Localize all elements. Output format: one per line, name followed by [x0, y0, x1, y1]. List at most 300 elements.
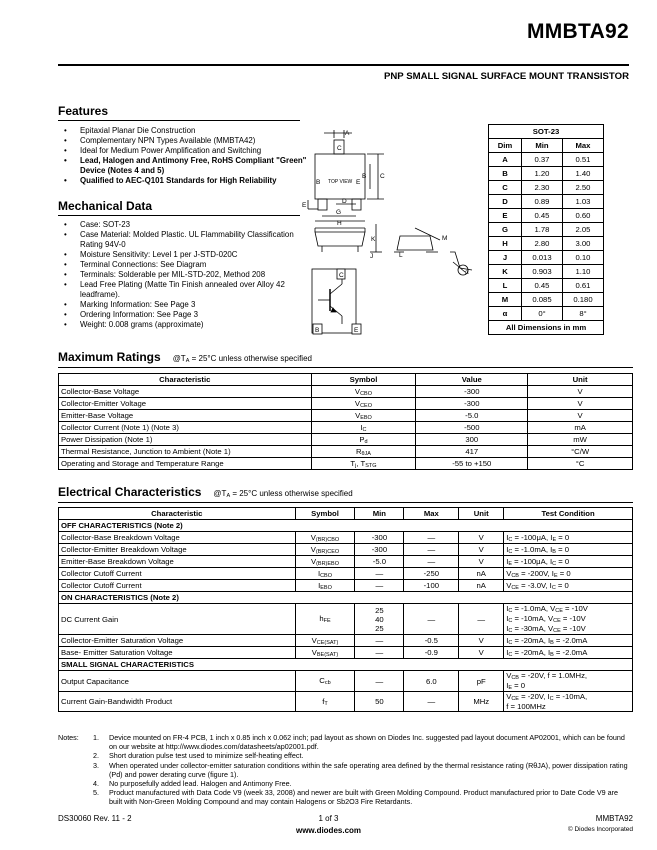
tc-sub: B: [550, 639, 554, 646]
unit-cell: nA: [459, 580, 504, 592]
package-diagram: [300, 124, 480, 339]
section-row: [59, 520, 633, 532]
characteristic-cell: DC Current Gain: [59, 604, 296, 635]
max-cell: —: [404, 532, 459, 544]
mechanical-item: • Moisture Sensitivity: Level 1 per J-STD-020C: [58, 250, 308, 260]
mechanical-item: • Ordering Information: See Page 3: [58, 310, 308, 320]
mechanical-list: [58, 220, 308, 330]
sot23-cell: 0.60: [562, 209, 603, 223]
test-condition-cell: [504, 671, 633, 692]
min-cell: 50: [355, 692, 404, 712]
sot23-header: Max: [562, 139, 603, 153]
footer-part: MMBTA92: [595, 814, 633, 823]
characteristic-cell: Collector-Emitter Voltage: [59, 398, 312, 410]
package-outline-svg: [300, 124, 480, 339]
sot23-row: [489, 237, 604, 251]
tc-sub: C: [508, 639, 513, 646]
symbol-cell-sub: (BR)EBO: [316, 560, 339, 567]
table-row: [59, 580, 633, 592]
test-condition-cell: [504, 532, 633, 544]
symbol-cell-sub: (BR)CBO: [315, 536, 340, 543]
symbol-cell: IC: [311, 422, 416, 434]
max-cell: -0.9: [404, 647, 459, 659]
sot23-cell: 2.05: [562, 223, 603, 237]
features-list: [58, 126, 308, 186]
tc-sub: C: [508, 618, 513, 624]
sot23-cell: 1.20: [522, 167, 563, 181]
section-row: [59, 659, 633, 671]
min-value: 40: [375, 614, 384, 624]
dim-h-label: H: [337, 220, 342, 227]
characteristic-cell: Power Dissipation (Note 1): [59, 434, 312, 446]
sot23-row: [489, 195, 604, 209]
sot23-cell: 1.10: [562, 265, 603, 279]
top-view-label: TOP VIEW: [328, 179, 353, 185]
tc-sub: CE: [555, 608, 563, 614]
symbol-cell: V(BR)CEO: [295, 544, 355, 556]
symbol-cell: IEBO: [295, 580, 355, 592]
sot23-cell: α: [489, 307, 522, 321]
sot23-cell: 0.61: [562, 279, 603, 293]
symbol-cell-sub: (BR)CEO: [315, 548, 340, 555]
test-condition-line: IC = -10mA, VCE = -10V: [506, 614, 586, 624]
min-cell: -5.0: [355, 556, 404, 568]
table-row: [59, 410, 633, 422]
sot23-cell: 0.10: [562, 251, 603, 265]
sot23-cell: B: [489, 167, 522, 181]
max-cell: -100: [404, 580, 459, 592]
sot23-cell: A: [489, 153, 522, 167]
symbol-cell: VCEO: [311, 398, 416, 410]
sot23-row: [489, 209, 604, 223]
min-cell: —: [355, 671, 404, 692]
symbol-cell: V(BR)EBO: [295, 556, 355, 568]
max-ratings-title: Maximum Ratings @TA = 25°C unless otherwise specified: [58, 350, 312, 364]
sot23-cell: 0.45: [522, 209, 563, 223]
symbol-cell-sub: CE(SAT): [316, 639, 339, 646]
test-condition-cell: [504, 580, 633, 592]
unit-cell: V: [459, 635, 504, 647]
elec-table: [58, 507, 633, 712]
min-cell: —: [355, 635, 404, 647]
sot23-cell: 0.51: [562, 153, 603, 167]
max-ratings-header: Unit: [528, 374, 633, 386]
mechanical-item: • Terminals: Solderable per MIL-STD-202, Method 208: [58, 270, 308, 280]
tc-sub: C: [508, 548, 513, 555]
pin-e-top: E: [356, 179, 361, 186]
test-condition-line: IE = -100μA, IC = 0: [506, 556, 570, 567]
elec-title: Electrical Characteristics @TA = 25°C unless otherwise specified: [58, 485, 353, 499]
tc-sub: E: [508, 685, 512, 691]
note-number: 2.: [93, 751, 99, 761]
dim-a-label: A: [345, 130, 350, 137]
side-view-body: [315, 232, 365, 246]
note-number: 5.: [93, 788, 99, 798]
section-row: [59, 592, 633, 604]
value-cell: 417: [416, 446, 528, 458]
unit-cell: °C: [528, 458, 633, 470]
features-rule: [58, 120, 300, 121]
sot23-row: [489, 307, 604, 321]
characteristic-cell: Current Gain-Bandwidth Product: [59, 692, 296, 712]
elec-header: Min: [355, 508, 404, 520]
table-row: [59, 458, 633, 470]
tc-sub: C: [508, 608, 513, 614]
sot23-cell: 8°: [562, 307, 603, 321]
tc-sub: C: [508, 651, 513, 658]
max-cell: —: [404, 692, 459, 712]
sot23-cell: 2.50: [562, 181, 603, 195]
dim-j-label: J: [370, 253, 374, 260]
lead-detail: [450, 252, 472, 270]
sot23-row: [489, 279, 604, 293]
min-cell: [355, 604, 404, 635]
test-condition-line: IC = -20mA, IB = -2.0mA: [506, 647, 588, 658]
max-cell: —: [404, 604, 459, 635]
section-label: SMALL SIGNAL CHARACTERISTICS: [59, 659, 633, 671]
max-ratings-table: [58, 373, 633, 470]
end-view-body: [397, 236, 433, 250]
value-cell: -500: [416, 422, 528, 434]
unit-cell: mA: [528, 422, 633, 434]
sot23-cell: L: [489, 279, 522, 293]
symbol-cell-sub: CBO: [360, 390, 372, 397]
footer-doc: DS30060 Rev. 11 - 2: [58, 814, 132, 823]
sot23-cell: 0.903: [522, 265, 563, 279]
dim-l-label: L: [399, 252, 403, 259]
characteristic-cell: Collector Cutoff Current: [59, 580, 296, 592]
note-item: [58, 733, 633, 751]
feature-item: • Ideal for Medium Power Amplification and Switching: [58, 146, 308, 156]
tc-sub: C: [552, 560, 557, 567]
symbol-cell-sub: EBO: [320, 584, 332, 591]
sot23-cell: 0.89: [522, 195, 563, 209]
unit-cell: V: [528, 398, 633, 410]
table-row: [59, 398, 633, 410]
dim-k-label: K: [371, 236, 376, 243]
characteristic-cell: Collector-Base Voltage: [59, 386, 312, 398]
sot23-row: [489, 251, 604, 265]
tc-sub: E: [552, 536, 557, 543]
sot23-cell: 1.03: [562, 195, 603, 209]
value-cell: -5.0: [416, 410, 528, 422]
unit-cell: V: [459, 647, 504, 659]
symbol-cell-sub: CEO: [360, 402, 372, 409]
elec-rule: [58, 502, 633, 503]
value-cell: -300: [416, 386, 528, 398]
characteristic-cell: Emitter-Base Voltage: [59, 410, 312, 422]
notes-label: Notes:: [58, 733, 79, 742]
symbol-cell-sub: CBO: [320, 572, 332, 579]
tc-sub: C: [508, 628, 513, 634]
min-value: 25: [375, 605, 384, 615]
test-condition-line: IC = -30mA, VCE = -10V: [506, 624, 586, 634]
unit-cell: V: [459, 556, 504, 568]
mechanical-item: • Case Material: Molded Plastic. UL Flammability Classification Rating 94V-0: [58, 230, 308, 250]
characteristic-cell: Collector-Emitter Breakdown Voltage: [59, 544, 296, 556]
symbol-cell: VCE(SAT): [295, 635, 355, 647]
note-number: 1.: [93, 733, 99, 742]
unit-cell: V: [459, 544, 504, 556]
characteristic-cell: Thermal Resistance, Junction to Ambient (Note 1): [59, 446, 312, 458]
mechanical-rule: [58, 215, 300, 216]
tc-sub: CE: [553, 628, 561, 634]
characteristic-cell: Collector-Emitter Saturation Voltage: [59, 635, 296, 647]
dim-c-label: C: [380, 173, 385, 180]
note-item: [58, 788, 633, 806]
test-condition-line: IC = -1.0mA, VCE = -10V: [506, 604, 588, 614]
test-condition-line: VCE = -3.0V, IC = 0: [506, 580, 569, 591]
test-condition-cell: [504, 544, 633, 556]
table-row: [59, 556, 633, 568]
unit-cell: pF: [459, 671, 504, 692]
elec-header: Unit: [459, 508, 504, 520]
characteristic-cell: Output Capacitance: [59, 671, 296, 692]
tc-sub: CB: [511, 572, 519, 579]
max-ratings-header: Value: [416, 374, 528, 386]
table-row: [59, 532, 633, 544]
tc-sub: CE: [511, 584, 519, 591]
alpha-label: α: [465, 269, 469, 276]
note-text: Short duration pulse test used to minimize self-heating effect.: [109, 751, 304, 761]
max-cell: —: [404, 544, 459, 556]
test-condition-line: VCB = -20V, f = 1.0MHz,: [506, 671, 588, 681]
sot23-row: [489, 167, 604, 181]
unit-cell: —: [459, 604, 504, 635]
sot23-cell: 0°: [522, 307, 563, 321]
mechanical-item: • Lead Free Plating (Matte Tin Finish annealed over Alloy 42 leadframe).: [58, 280, 308, 300]
unit-cell: MHz: [459, 692, 504, 712]
unit-cell: V: [528, 386, 633, 398]
sot23-header: Dim: [489, 139, 522, 153]
test-condition-line: f = 100MHz: [506, 702, 546, 711]
symbol-cell-sub: cb: [324, 680, 331, 686]
note-number: 3.: [93, 760, 99, 770]
sot23-title: SOT-23: [489, 125, 604, 139]
symbol-cell-sub2: STG: [365, 462, 377, 469]
unit-cell: mW: [528, 434, 633, 446]
min-cell: —: [355, 568, 404, 580]
feature-item: • Lead, Halogen and Antimony Free, RoHS Compliant "Green" Device (Notes 4 and 5): [58, 156, 308, 176]
schematic-c-label: C: [339, 272, 344, 279]
unit-cell: °C/W: [528, 446, 633, 458]
value-cell: -300: [416, 398, 528, 410]
footer-copyright: © Diodes Incorporated: [567, 826, 633, 833]
tc-sub: E: [553, 572, 558, 579]
feature-item: • Complementary NPN Types Available (MMBTA42): [58, 136, 308, 146]
symbol-cell: V(BR)CBO: [295, 532, 355, 544]
dim-g-label: G: [336, 209, 342, 216]
elec-header: Max: [404, 508, 459, 520]
right-lead: [352, 199, 361, 210]
test-condition-line: IC = -100μA, IE = 0: [506, 532, 570, 543]
test-condition-cell: [504, 647, 633, 659]
symbol-cell-sub: T: [324, 700, 328, 707]
tc-sub: CE: [511, 696, 519, 702]
top-view-body: [315, 154, 365, 199]
characteristic-cell: Base- Emitter Saturation Voltage: [59, 647, 296, 659]
characteristic-cell: Collector Cutoff Current: [59, 568, 296, 580]
symbol-cell: hFE: [295, 604, 355, 635]
sot23-cell: E: [489, 209, 522, 223]
sot23-cell: 2.80: [522, 237, 563, 251]
pin-b-top: B: [316, 179, 321, 186]
note-item: [58, 751, 633, 760]
tc-sub: B: [550, 651, 554, 658]
sot23-cell: 0.180: [562, 293, 603, 307]
tc-sub: CB: [511, 675, 519, 681]
sot23-cell: 0.37: [522, 153, 563, 167]
sot23-footer: All Dimensions in mm: [489, 321, 604, 335]
symbol-cell-sub: j: [355, 462, 357, 469]
sot23-cell: 1.40: [562, 167, 603, 181]
symbol-cell-sub: C: [362, 426, 367, 433]
table-row: [59, 671, 633, 692]
min-cell: -300: [355, 544, 404, 556]
notes: [58, 733, 633, 807]
table-row: [59, 568, 633, 580]
note-item: [58, 761, 633, 779]
mechanical-item: • Terminal Connections: See Diagram: [58, 260, 308, 270]
sot23-row: [489, 181, 604, 195]
feature-item: • Qualified to AEC-Q101 Standards for High Reliability: [58, 176, 308, 186]
sot23-cell: 1.78: [522, 223, 563, 237]
characteristic-cell: Emitter-Base Breakdown Voltage: [59, 556, 296, 568]
tc-sub: C: [508, 536, 513, 543]
symbol-cell: Tj, TSTG: [311, 458, 416, 470]
elec-header: Test Condition: [504, 508, 633, 520]
sot23-cell: D: [489, 195, 522, 209]
unit-cell: V: [528, 410, 633, 422]
symbol-cell: fT: [295, 692, 355, 712]
max-cell: -250: [404, 568, 459, 580]
dim-d-label: D: [342, 198, 347, 205]
min-cell: -300: [355, 532, 404, 544]
dim-m-label: M: [442, 235, 448, 242]
symbol-cell-sub: θJA: [361, 450, 371, 457]
test-condition-line: VCB = -200V, IE = 0: [506, 568, 571, 579]
max-ratings-header: Characteristic: [59, 374, 312, 386]
tc-sub: CE: [553, 618, 561, 624]
footer-site: www.diodes.com: [295, 826, 362, 835]
test-condition-cell: [504, 635, 633, 647]
sot23-cell: M: [489, 293, 522, 307]
characteristic-cell: Collector Current (Note 1) (Note 3): [59, 422, 312, 434]
mechanical-item: • Weight: 0.008 grams (approximate): [58, 320, 308, 330]
elec-header: Characteristic: [59, 508, 296, 520]
note-text: When operated under collector-emitter saturation conditions within the safe operating area defined by the thermal resistance rating (RθJA), power dissipation rating (Pd) and power derating curve (figure 1).: [109, 760, 628, 779]
symbol-cell: RθJA: [311, 446, 416, 458]
value-cell: -55 to +150: [416, 458, 528, 470]
part-subtitle: PNP SMALL SIGNAL SURFACE MOUNT TRANSISTOR: [383, 71, 629, 82]
section-label: ON CHARACTERISTICS (Note 2): [59, 592, 633, 604]
schematic-b-label: B: [315, 327, 320, 334]
table-row: [59, 434, 633, 446]
symbol-cell: VEBO: [311, 410, 416, 422]
tc-sub: C: [549, 696, 554, 702]
sot23-table: [488, 124, 604, 335]
sot23-cell: J: [489, 251, 522, 265]
value-cell: 300: [416, 434, 528, 446]
sot23-cell: G: [489, 223, 522, 237]
test-condition-line: IC = -1.0mA, IB = 0: [506, 544, 569, 555]
table-row: [59, 647, 633, 659]
tc-sub: C: [551, 584, 556, 591]
table-row: [59, 544, 633, 556]
symbol-cell-sub: BE(SAT): [316, 651, 339, 658]
note-item: [58, 779, 633, 788]
note-number: 4.: [93, 779, 99, 789]
symbol-cell: ICBO: [295, 568, 355, 580]
schematic-e-label: E: [354, 327, 359, 334]
footer-page: 1 of 3: [318, 814, 339, 823]
sot23-row: [489, 223, 604, 237]
max-cell: -0.5: [404, 635, 459, 647]
symbol-cell-sub: d: [364, 438, 368, 445]
max-cell: —: [404, 556, 459, 568]
section-label: OFF CHARACTERISTICS (Note 2): [59, 520, 633, 532]
table-row: [59, 635, 633, 647]
table-row: [59, 422, 633, 434]
symbol-cell: VCBO: [311, 386, 416, 398]
mechanical-title: Mechanical Data: [58, 199, 153, 213]
note-text: Product manufactured with Data Code V9 (week 33, 2008) and newer are built with Green Molding Compound. Product manufactured prior to Date Code V9 are built with Non-Green Molding Compound and may contain Halogens or Sb2O3 Fire Retardants.: [109, 788, 618, 807]
min-cell: —: [355, 580, 404, 592]
header-rule: [58, 64, 629, 66]
sot23-row: [489, 293, 604, 307]
left-lead: [318, 199, 327, 210]
sot23-row: [489, 153, 604, 167]
max-cell: 6.0: [404, 671, 459, 692]
features-title: Features: [58, 104, 109, 118]
min-value: 25: [375, 623, 384, 633]
table-row: [59, 386, 633, 398]
symbol-cell-sub: FE: [323, 618, 331, 624]
dim-e-label: E: [302, 202, 307, 209]
min-cell: —: [355, 647, 404, 659]
characteristic-cell: Collector-Base Breakdown Voltage: [59, 532, 296, 544]
unit-cell: nA: [459, 568, 504, 580]
test-condition-line: IC = -20mA, IB = -2.0mA: [506, 635, 588, 646]
schematic-box: [312, 269, 356, 333]
sot23-cell: H: [489, 237, 522, 251]
symbol-cell-sub: EBO: [360, 414, 372, 421]
test-condition-line: VCE = -20V, IC = -10mA,: [506, 692, 588, 702]
test-condition-line: IE = 0: [506, 681, 526, 691]
test-condition-cell: [504, 692, 633, 712]
characteristic-cell: Operating and Storage and Temperature Range: [59, 458, 312, 470]
symbol-cell: Pd: [311, 434, 416, 446]
feature-item: • Epitaxial Planar Die Construction: [58, 126, 308, 136]
max-ratings-header: Symbol: [311, 374, 416, 386]
table-row: [59, 604, 633, 635]
pin-top-c-label: C: [337, 145, 342, 152]
test-condition-cell: [504, 556, 633, 568]
elec-header: Symbol: [295, 508, 355, 520]
test-condition-cell: [504, 604, 633, 635]
sot23-header: Min: [522, 139, 563, 153]
mechanical-item: • Marking Information: See Page 3: [58, 300, 308, 310]
note-text: No purposefully added lead. Halogen and Antimony Free.: [109, 779, 292, 789]
sot23-cell: C: [489, 181, 522, 195]
sot23-cell: 0.45: [522, 279, 563, 293]
sot23-row: [489, 265, 604, 279]
table-row: [59, 692, 633, 712]
sot23-cell: 3.00: [562, 237, 603, 251]
tc-sub: E: [508, 560, 512, 567]
unit-cell: V: [459, 532, 504, 544]
table-row: [59, 446, 633, 458]
